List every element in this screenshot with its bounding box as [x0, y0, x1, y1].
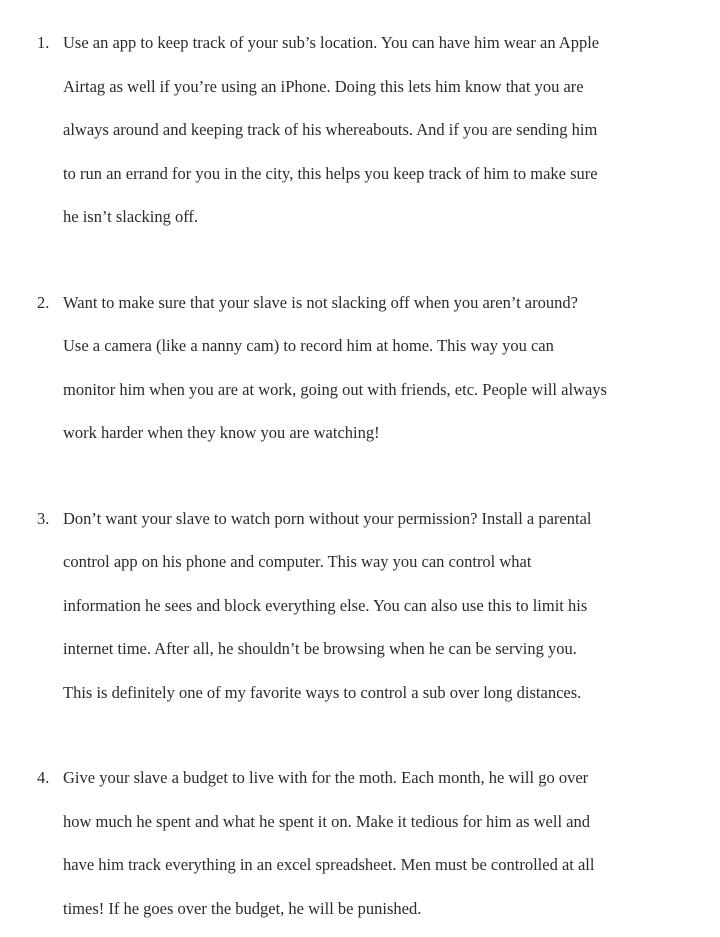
text-line: to run an errand for you in the city, this helps you keep track of him to make sure — [63, 163, 598, 183]
text-line: Use a camera (like a nanny cam) to record him at home. This way you can — [63, 336, 554, 355]
text-line: Want to make sure that your slave is not slacking off when you aren’t around? — [63, 292, 578, 312]
item-text — [63, 497, 690, 715]
list-item — [37, 756, 690, 930]
text-line: times! If he goes over the budget, he will be punished. — [63, 898, 422, 918]
item-number: 2. — [37, 292, 50, 312]
text-line: he isn’t slacking off. — [63, 207, 199, 226]
text-line: Use an app to keep track of your sub’s location. You can have him wear an Apple — [63, 33, 600, 52]
text-line: Give your slave a budget to live with for the moth. Each month, he will go over — [63, 768, 589, 787]
text-line: how much he spent and what he spent it on. Make it tedious for him as well and — [63, 811, 590, 831]
text-line: This is definitely one of my favorite ways to control a sub over long distances. — [63, 682, 582, 702]
item-number: 4. — [37, 768, 50, 787]
list-item — [37, 497, 690, 715]
text-line: work harder when they know you are watching! — [63, 423, 380, 442]
text-line: information he sees and block everything else. You can also use this to limit his — [63, 595, 588, 615]
item-text — [63, 756, 690, 930]
list-item — [37, 281, 690, 455]
item-number: 1. — [37, 33, 50, 52]
text-line: control app on his phone and computer. This way you can control what — [63, 552, 532, 571]
text-line: monitor him when you are at work, going out with friends, etc. People will always — [63, 379, 607, 399]
item-text — [63, 281, 690, 455]
item-text — [63, 21, 690, 239]
text-line: Don’t want your slave to watch porn without your permission? Install a parental — [63, 508, 592, 528]
text-line: always around and keeping track of his whereabouts. And if you are sending him — [63, 120, 598, 139]
item-number: 3. — [37, 508, 50, 528]
text-line: internet time. After all, he shouldn’t be browsing when he can be serving you. — [63, 639, 577, 658]
list-item — [37, 21, 690, 239]
text-line: have him track everything in an excel spreadsheet. Men must be controlled at all — [63, 855, 595, 874]
text-line: Airtag as well if you’re using an iPhone. Doing this lets him know that you are — [63, 76, 584, 96]
